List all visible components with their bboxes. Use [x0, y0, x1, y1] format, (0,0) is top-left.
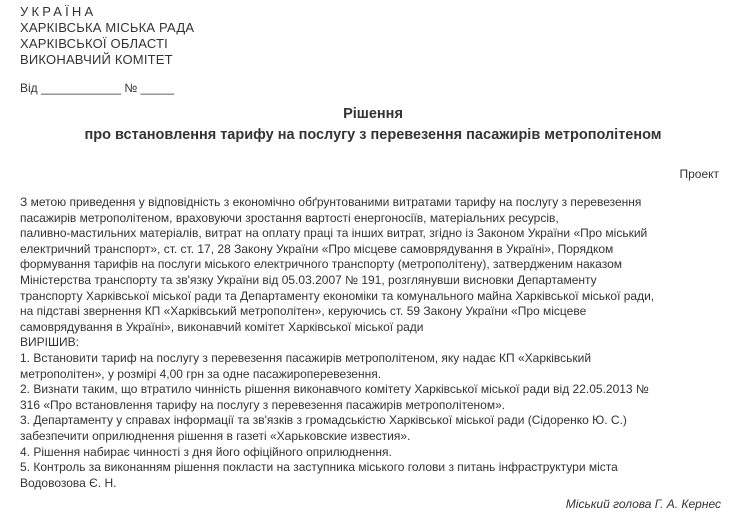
decision-item-3-cont: забезпечити оприлюднення рішення в газеті «Харьковские известия».	[20, 428, 411, 443]
body-line: електричний транспорт», ст. ст. 17, 28 Закону України «Про місцеве самоврядування в Україні», Порядком	[20, 241, 614, 256]
date-number-line: Від ____________ № _____	[20, 81, 175, 95]
document-title: Рішення	[343, 106, 403, 122]
mayor-signature: Міський голова Г. А. Кернес	[565, 497, 721, 511]
body-line: самоврядування в Україні», виконавчий комітет Харківської міської ради	[20, 319, 424, 334]
resolved-heading: ВИРІШИВ:	[20, 335, 79, 350]
decision-item-5-cont: Водовозова Є. Н.	[20, 475, 117, 490]
committee-name: ВИКОНАВЧИЙ КОМІТЕТ	[20, 52, 173, 67]
country-name: УКРАЇНА	[20, 4, 97, 19]
decision-item-2-cont: 316 «Про встановлення тарифу на послугу з перевезення пасажирів метрополітеном».	[20, 397, 506, 412]
body-line: на підставі звернення КП «Харківський метрополітен», керуючись ст. 59 Закону України «Про місцеве	[20, 304, 587, 319]
decision-item-1-cont: метрополітен», у розмірі 4,00 грн за одне пасажироперевезення.	[20, 366, 382, 381]
document-subtitle: про встановлення тарифу на послугу з перевезення пасажирів метрополітеном	[84, 127, 662, 143]
council-name-line2: ХАРКІВСЬКОЇ ОБЛАСТІ	[20, 36, 168, 51]
decision-item-2: 2. Визнати таким, що втратило чинність рішення виконавчого комітету Харківської міської ради від 22.05.2013 №	[20, 382, 649, 397]
body-line: транспорту Харківської міської ради та Департаменту економіки та комунального майна Харківської міської ради,	[20, 288, 655, 303]
decision-item-5: 5. Контроль за виконанням рішення покласти на заступника міського голови з питань інфраструктури міста	[20, 460, 618, 475]
decision-body	[20, 195, 720, 491]
body-line: пасажирів метрополітеном, враховуючи зростання вартості енергоносіїв, матеріальних ресурсів,	[20, 210, 559, 225]
decision-item-1: 1. Встановити тариф на послугу з перевезення пасажирів метрополітеном, яку надає КП «Харківський	[20, 350, 592, 365]
draft-label: Проект	[679, 167, 719, 181]
decision-item-4: 4. Рішення набирає чинності з дня його офіційного оприлюднення.	[20, 444, 392, 459]
body-line: паливно-мастильних матеріалів, витрат на оплату праці та інших витрат, згідно із Законом України «Про міський	[20, 226, 648, 241]
body-line: формування тарифів на послуги міського електричного транспорту (метрополітену), затвердженим наказом	[20, 257, 622, 272]
body-line: З метою приведення у відповідність з економічно обґрунтованими витратами тарифу на послугу з перевезення	[20, 195, 642, 209]
council-name-line1: ХАРКІВСЬКА МІСЬКА РАДА	[20, 20, 195, 35]
issuer-header	[20, 4, 194, 68]
body-line: Міністерства транспорту та зв'язку України від 05.03.2007 № 191, розглянувши висновки Департаменту	[20, 272, 597, 287]
decision-item-3: 3. Департаменту у справах інформації та зв'язків з громадськістю Харківської міської ради (Сідоренко Ю. С.)	[20, 413, 627, 428]
